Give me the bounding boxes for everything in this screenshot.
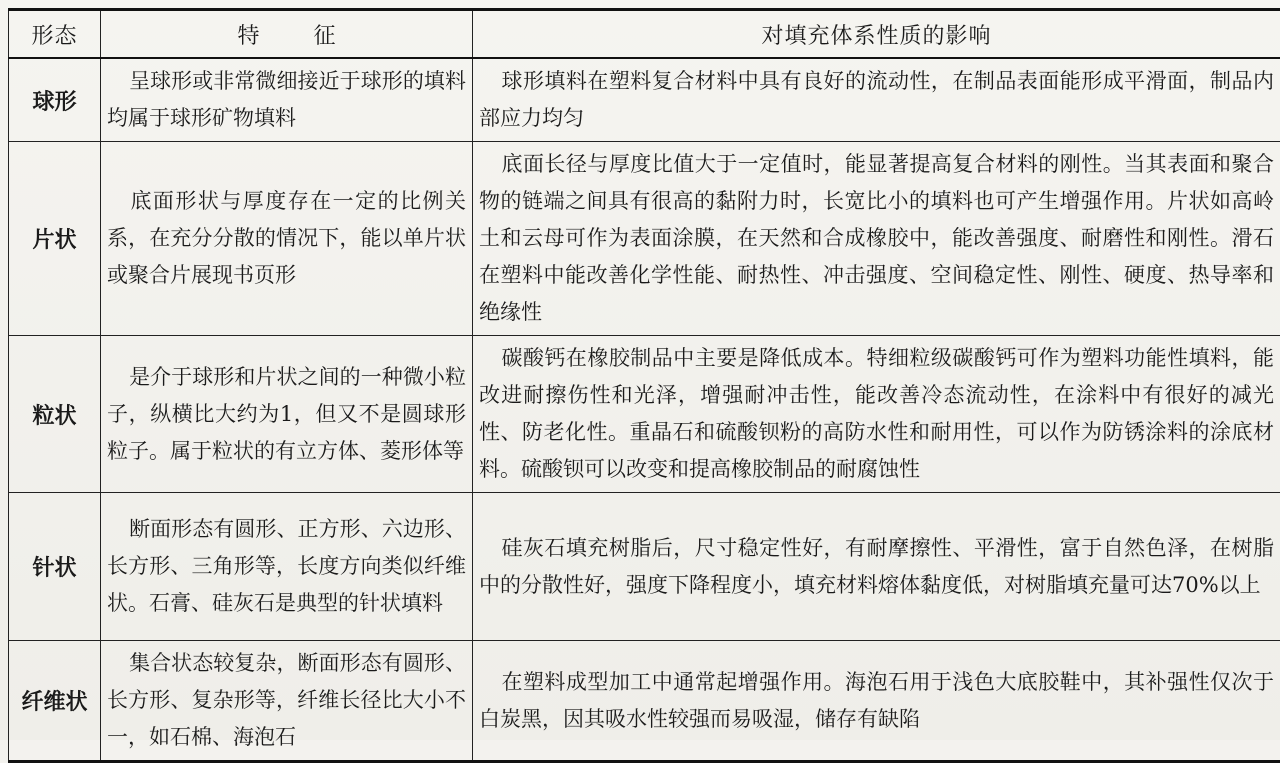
table-row bbox=[9, 493, 1280, 641]
effect-text: 硅灰石填充树脂后，尺寸稳定性好，有耐摩擦性、平滑性，富于自然色泽，在树脂中的分散性好，强度下降程度小，填充材料熔体黏度低，对树脂填充量可达70%以上 bbox=[479, 536, 1274, 597]
row-effect-text bbox=[473, 493, 1280, 641]
row-effect-text bbox=[473, 142, 1280, 336]
row-feature-text bbox=[101, 493, 473, 641]
effect-text: 底面长径与厚度比值大于一定值时，能显著提高复合材料的刚性。当其表面和聚合物的链端之间具有很高的黏附力时，长宽比小的填料也可产生增强作用。片状如高岭土和云母可作为表面涂膜，在天然和合成橡胶中，能改善强度、耐磨性和刚性。滑石在塑料中能改善化学性能、耐热性、冲击强度、空间稳定性、刚性、硬度、热导率和绝缘性 bbox=[479, 152, 1274, 324]
table-row bbox=[9, 641, 1280, 762]
header-feature bbox=[101, 10, 473, 59]
feature-text: 底面形状与厚度存在一定的比例关系，在充分分散的情况下，能以单片状或聚合片展现书页形 bbox=[107, 189, 466, 287]
row-effect-text bbox=[473, 641, 1280, 762]
header-feature-char-1: 特 bbox=[237, 24, 259, 49]
effect-text: 碳酸钙在橡胶制品中主要是降低成本。特细粒级碳酸钙可作为塑料功能性填料，能改进耐擦伤性和光泽，增强耐冲击性，能改善冷态流动性，在涂料中有很好的减光性、防老化性。重晶石和硫酸钡粉的高防水性和耐用性，可以作为防锈涂料的涂底材料。硫酸钡可以改变和提高橡胶制品的耐腐蚀性 bbox=[479, 346, 1274, 481]
header-feature-char-2: 征 bbox=[314, 24, 336, 49]
effect-text: 球形填料在塑料复合材料中具有良好的流动性，在制品表面能形成平滑面，制品内部应力均匀 bbox=[479, 69, 1274, 130]
feature-text: 集合状态较复杂，断面形态有圆形、长方形、复杂形等，纤维长径比大小不一，如石棉、海泡石 bbox=[107, 651, 466, 749]
row-feature-text bbox=[101, 336, 473, 493]
header-form: 形态 bbox=[9, 10, 101, 59]
row-feature-text bbox=[101, 142, 473, 336]
row-form-label: 针状 bbox=[9, 493, 101, 641]
row-effect-text bbox=[473, 336, 1280, 493]
filler-morphology-table bbox=[8, 8, 1280, 763]
header-effect: 对填充体系性质的影响 bbox=[473, 10, 1280, 59]
feature-text: 断面形态有圆形、正方形、六边形、长方形、三角形等，长度方向类似纤维状。石膏、硅灰石是典型的针状填料 bbox=[107, 517, 466, 615]
table-row bbox=[9, 336, 1280, 493]
feature-text: 是介于球形和片状之间的一种微小粒子，纵横比大约为1，但又不是圆球形粒子。属于粒状的有立方体、菱形体等 bbox=[107, 365, 466, 463]
row-effect-text bbox=[473, 58, 1280, 142]
row-form-label: 粒状 bbox=[9, 336, 101, 493]
row-feature-text bbox=[101, 58, 473, 142]
row-form-label: 球形 bbox=[9, 58, 101, 142]
row-feature-text bbox=[101, 641, 473, 762]
table-row bbox=[9, 58, 1280, 142]
effect-text: 在塑料成型加工中通常起增强作用。海泡石用于浅色大底胶鞋中，其补强性仅次于白炭黑，因其吸水性较强而易吸湿，储存有缺陷 bbox=[479, 670, 1274, 731]
row-form-label: 纤维状 bbox=[9, 641, 101, 762]
row-form-label: 片状 bbox=[9, 142, 101, 336]
table-row bbox=[9, 142, 1280, 336]
feature-text: 呈球形或非常微细接近于球形的填料均属于球形矿物填料 bbox=[107, 69, 466, 130]
table-header bbox=[9, 10, 1280, 59]
